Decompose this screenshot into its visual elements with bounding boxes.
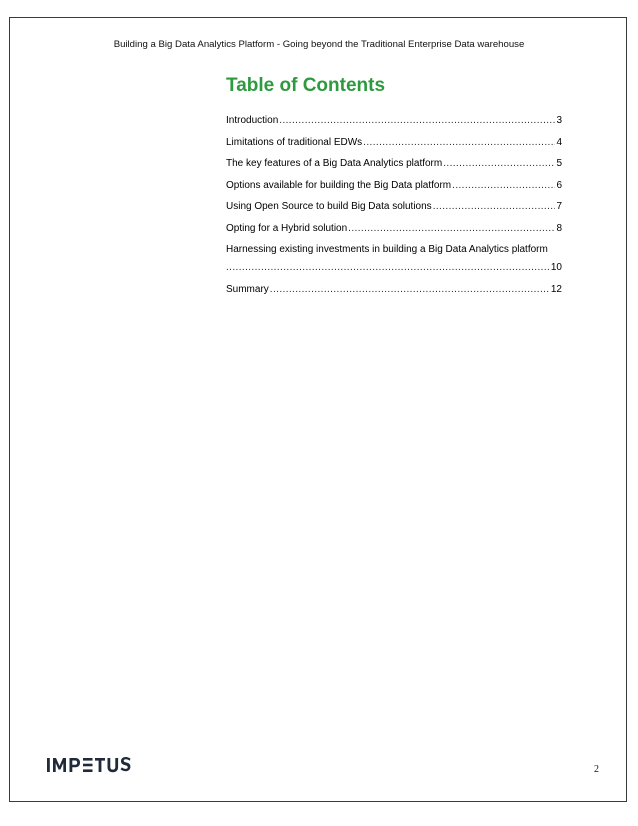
toc-entry-label: Options available for building the Big Data platform [226, 179, 452, 191]
toc-entry-page: 4 [556, 136, 562, 148]
toc-entry-open-source[interactable] [226, 200, 562, 213]
toc-leader-dots [433, 200, 556, 213]
toc-entry-summary[interactable] [226, 283, 562, 296]
impetus-logo [47, 756, 131, 774]
toc-leader-dots [443, 157, 555, 170]
toc-entry-page: 3 [556, 115, 562, 126]
toc-entry-harnessing[interactable] [226, 243, 562, 274]
toc-entry-limitations[interactable] [226, 136, 562, 149]
toc-entry-page: 10 [550, 262, 562, 273]
page-number: 2 [594, 764, 599, 775]
toc-title: Table of Contents [226, 75, 386, 96]
toc-entry-label: Using Open Source to build Big Data solutions [226, 201, 432, 212]
toc-leader-dots [363, 136, 555, 149]
table-of-contents [226, 114, 562, 304]
toc-entry-label: Opting for a Hybrid solution [226, 222, 348, 234]
toc-entry-key-features[interactable] [226, 157, 562, 170]
toc-entry-page: 7 [556, 201, 562, 212]
toc-entry-label: The key features of a Big Data Analytics platform [226, 158, 443, 169]
toc-entry-label: Limitations of traditional EDWs [226, 136, 363, 148]
toc-entry-label: Introduction [226, 115, 279, 126]
toc-leader-dots [348, 222, 555, 235]
toc-entry-page: 6 [556, 179, 562, 191]
toc-entry-page: 8 [556, 222, 562, 234]
toc-leader-dots [279, 114, 555, 127]
toc-leader-dots [270, 283, 550, 296]
toc-leader-dots [452, 179, 555, 192]
toc-entry-label: Summary [226, 283, 269, 295]
toc-entry-page: 12 [550, 283, 562, 295]
running-header: Building a Big Data Analytics Platform - Going beyond the Traditional Enterprise Data warehouse [113, 39, 525, 50]
toc-entry-hybrid[interactable] [226, 222, 562, 235]
toc-entry-page: 5 [556, 158, 562, 169]
toc-entry-introduction[interactable] [226, 114, 562, 127]
toc-entry-label: Harnessing existing investments in building a Big Data Analytics platform [226, 244, 548, 255]
toc-entry-options[interactable] [226, 179, 562, 192]
toc-leader-dots [226, 261, 550, 274]
